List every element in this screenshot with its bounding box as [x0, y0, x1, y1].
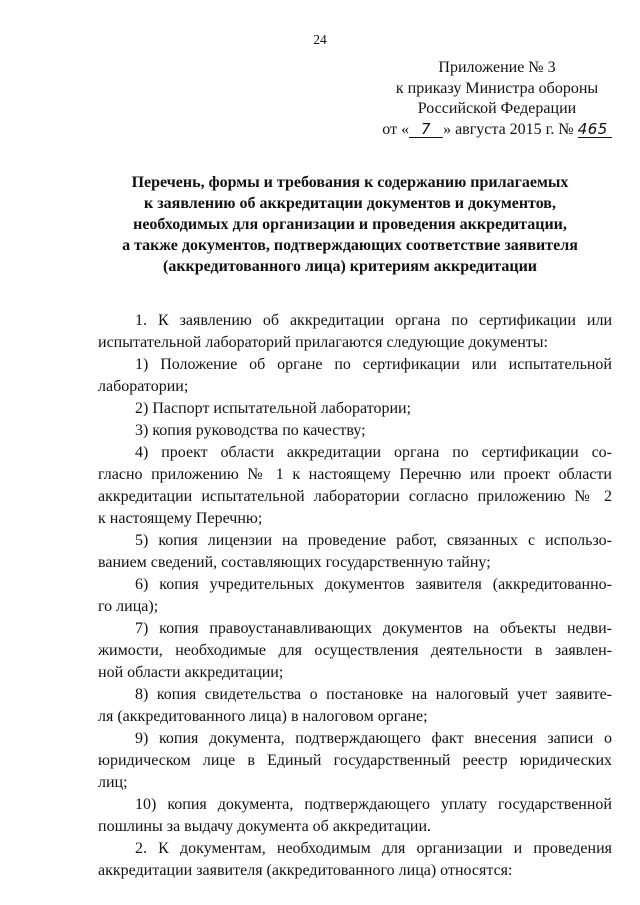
- appendix-header: [380, 58, 614, 140]
- item-9-line: лиц;: [98, 774, 128, 791]
- item-8-line: ля (аккредитованного лица) в налоговом органе;: [98, 708, 428, 725]
- title-line: (аккредитованного лица) критериям аккредитации: [162, 258, 538, 275]
- handwritten-order-number: 465: [578, 121, 612, 138]
- item-7-line: жимости, необходимые для осуществления деятельности в заявлен-: [98, 642, 612, 659]
- item-1-line: лаборатории;: [98, 378, 189, 395]
- item-3-line: 3) копия руководства по качеству;: [135, 422, 366, 439]
- paragraph-1-line: 1. К заявлению об аккредитации органа по сертификации или: [135, 312, 612, 329]
- title-line: Перечень, формы и требования к содержанию прилагаемых: [131, 174, 569, 191]
- title-line: а также документов, подтверждающих соответствие заявителя: [122, 237, 578, 254]
- item-10-line: пошлины за выдачу документа об аккредитации.: [98, 818, 432, 835]
- paragraph-2-line: аккредитации заявителя (аккредитованного лица) относятся:: [98, 862, 513, 879]
- item-6-line: 6) копия учредительных документов заявителя (аккредитованно-: [135, 576, 612, 593]
- document-body: [98, 310, 612, 882]
- appendix-order-line: к приказу Министра обороны: [395, 79, 599, 97]
- item-7-line: ной области аккредитации;: [98, 664, 284, 681]
- paragraph-2-line: 2. К документам, необходимым для организации и проведения: [135, 840, 612, 857]
- item-4-line: 4) проект области аккредитации органа по сертификации со-: [135, 444, 612, 461]
- page-number: 24: [313, 32, 327, 47]
- date-middle: » августа 2015 г. №: [443, 120, 574, 138]
- paragraph-1-line: испытательной лабораторий прилагаются следующие документы:: [98, 334, 548, 351]
- item-5-line: 5) копия лицензии на проведение работ, связанных с использо-: [135, 532, 612, 549]
- item-4-line: аккредитации испытательной лаборатории согласно приложению № 2: [98, 488, 612, 505]
- title-line: к заявлению об аккредитации документов и документов,: [144, 195, 556, 212]
- item-6-line: го лица);: [98, 598, 159, 615]
- item-8-line: 8) копия свидетельства о постановке на налоговый учет заявите-: [135, 686, 612, 703]
- item-1-line: 1) Положение об органе по сертификации или испытательной: [135, 356, 612, 373]
- appendix-date-line: [380, 120, 614, 141]
- item-2-line: 2) Паспорт испытательной лаборатории;: [135, 400, 412, 417]
- item-9-line: юридическом лице в Единый государственный реестр юридических: [98, 752, 612, 769]
- handwritten-day: 7: [409, 121, 443, 138]
- appendix-title: Приложение № 3: [438, 59, 556, 76]
- item-9-line: 9) копия документа, подтверждающего факт внесения записи о: [135, 730, 612, 747]
- item-5-line: ванием сведений, составляющих государственную тайну;: [98, 554, 491, 571]
- item-4-line: к настоящему Перечню;: [98, 510, 263, 527]
- item-7-line: 7) копия правоустанавливающих документов на объекты недви-: [135, 620, 612, 637]
- item-10-line: 10) копия документа, подтверждающего уплату государственной: [135, 796, 612, 813]
- item-4-line: гласно приложению № 1 к настоящему Перечню или проект области: [98, 466, 612, 483]
- document-title: [96, 172, 604, 277]
- appendix-federation-line: Российской Федерации: [417, 100, 577, 117]
- title-line: необходимых для организации и проведения аккредитации,: [133, 216, 567, 233]
- date-prefix: от «: [382, 120, 410, 138]
